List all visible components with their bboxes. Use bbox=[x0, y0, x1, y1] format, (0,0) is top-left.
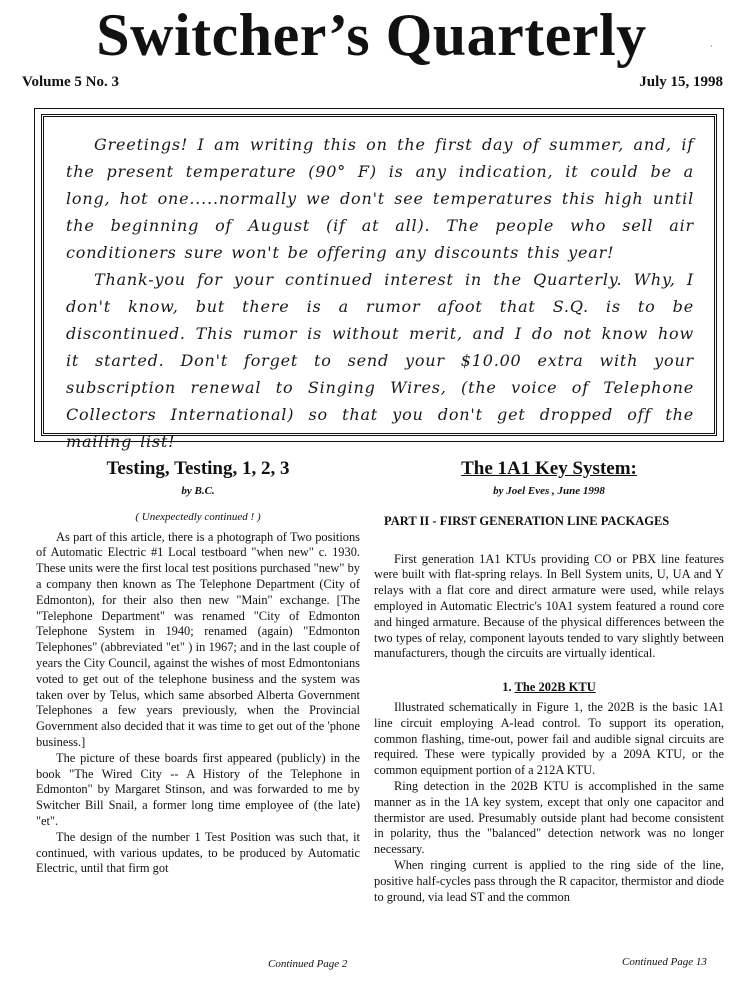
right-continued-note: Continued Page 13 bbox=[622, 956, 707, 968]
left-article-byline: by B.C. bbox=[181, 485, 215, 497]
right-article-paragraph-2: Illustrated schematically in Figure 1, the 202B is the basic 1A1 line circuit employing A-lead control. To support its operation, common flashing, time-out, power fail and audible signal circuits are required. These were typically provided by a 209A KTU, or the common equipment portion of a 212A KTU. bbox=[374, 699, 724, 778]
left-continued-note: Continued Page 2 bbox=[268, 958, 348, 970]
right-article-paragraph-3: Ring detection in the 202B KTU is accomplished in the same manner as in the 1A key system, except that only one capacitor and thermistor are used. Presumably outside plant had become consistent in polarity, thus the "balanced" detection network was no longer necessary. bbox=[374, 778, 724, 857]
greeting-box bbox=[41, 114, 717, 451]
section-heading bbox=[374, 680, 724, 696]
right-article-byline: by Joel Eves , June 1998 bbox=[493, 485, 605, 497]
left-article-title: Testing, Testing, 1, 2, 3 bbox=[106, 458, 290, 479]
greeting-paragraph-1: Greetings! I am writing this on the first day of summer, and, if the present temperature (90° F) is any indication, it could be a long, hot one.....normally we don't see temperatures this high until the beginning of August (if at all). The people who sell air conditioners sure won't be offering any discounts this year! bbox=[66, 135, 694, 262]
right-article-part-heading: PART II - FIRST GENERATION LINE PACKAGES bbox=[384, 513, 670, 528]
print-speck: · bbox=[710, 42, 713, 51]
left-article-note: ( Unexpectedly continued ! ) bbox=[135, 510, 261, 523]
left-article-paragraph-3: The design of the number 1 Test Position was such that, it continued, with various updates, to be produced by Automatic Electric, until that firm got bbox=[36, 829, 360, 876]
issue-date: July 15, 1998 bbox=[639, 74, 723, 90]
greeting-paragraph-2: Thank-you for your continued interest in the Quarterly. Why, I don't know, but there is a rumor afoot that S.Q. is to be discontinued. This rumor is without merit, and I do not know how it started. Don't forget to send your $10.00 extra with your subscription renewal to Singing Wires, (the voice of Telephone Collectors International) so that you don't get dropped off the mailing list! bbox=[66, 270, 694, 451]
left-article-paragraph-1: As part of this article, there is a photograph of Two positions of Automatic Electric #1 Local testboard "when new" c. 1930. These units were the first local test positions purchased "new" by a company then known as The Telephone Department (City of Edmonton), for their also then new "Main" exchange. [The "Telephone Department" was renamed "City of Edmonton Telephone System in 1940; renamed (again) "Edmonton Telephones" (abbreviated "et" ) in 1967; and in the last couple of years the City Council, against the wishes of most Edmontonians voted to get out of the telephone business and the system was taken over by Telus, which same absorbed Alberta Government Telephones a few years previously, when the Provincial Government also decided that it was time to get out of the 'phone business.] bbox=[36, 529, 360, 749]
right-article-paragraph-1: First generation 1A1 KTUs providing CO or PBX line features were built with flat-spring relays. In Bell System units, U, UA and Y relays with a flat core and direct armature were used, while relays employed in Automatic Electric's 10A1 system featured a round core and hinged armature. Because of the physical differences between the two types of relay, component layouts tended to vary slightly between manufacturers, though the circuits are virtually identical. bbox=[374, 551, 724, 661]
left-article bbox=[36, 456, 360, 877]
masthead-title: Switcher’s Quarterly bbox=[96, 2, 647, 68]
right-article bbox=[374, 456, 724, 905]
section-number: 1. bbox=[502, 680, 512, 695]
right-article-paragraph-4: When ringing current is applied to the ring side of the line, positive half-cycles pass through the R capacitor, thermistor and diode to ground, via lead ST and the common bbox=[374, 857, 724, 904]
left-article-paragraph-2: The picture of these boards first appeared (publicly) in the book "The Wired City -- A History of the Telephone in Edmonton" by Margaret Stinson, and was forwarded to me by Switcher Bill Snail, a former long time employee of (the late) "et". bbox=[36, 750, 360, 828]
right-article-title: The 1A1 Key System: bbox=[461, 458, 637, 479]
volume-number: Volume 5 No. 3 bbox=[22, 74, 119, 90]
section-title: The 202B KTU bbox=[514, 680, 596, 695]
